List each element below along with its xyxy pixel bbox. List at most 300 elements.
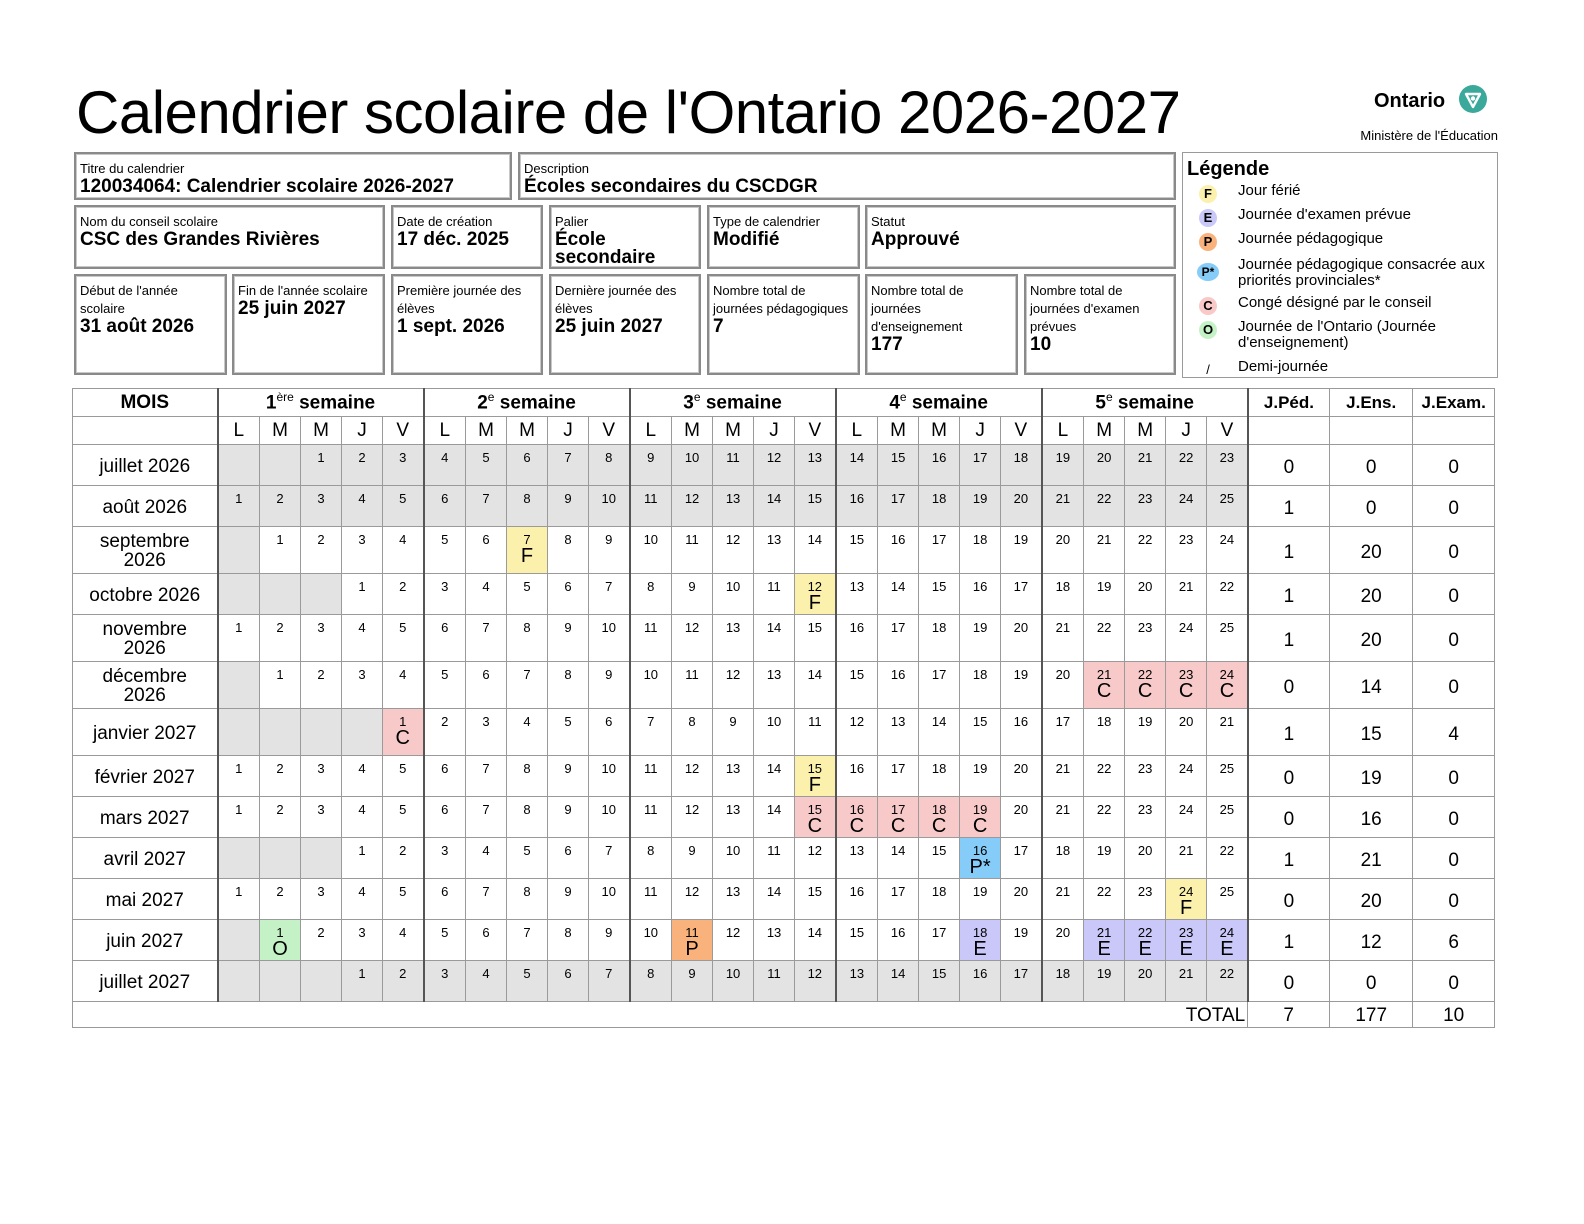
- day-number: 6: [605, 714, 613, 729]
- day-number: 1: [235, 884, 243, 899]
- day-number: 15: [890, 450, 906, 465]
- day-content: [507, 797, 547, 817]
- info-label: Palier: [555, 214, 589, 229]
- day-content: [466, 615, 506, 635]
- day-cell: [754, 709, 795, 756]
- day-number: 25: [1219, 620, 1235, 635]
- day-cell: [795, 662, 836, 709]
- day-number: 1: [235, 802, 243, 817]
- day-cell: [754, 486, 795, 527]
- day-number: 8: [688, 714, 696, 729]
- day-content: [631, 486, 672, 506]
- pd-days-total: 0: [1248, 445, 1330, 486]
- day-content: [631, 961, 672, 981]
- logo-wordmark: Ontario: [1374, 90, 1446, 112]
- day-content: [672, 797, 712, 817]
- day-content: [507, 486, 547, 506]
- day-cell: [836, 756, 878, 797]
- day-number: 19: [1013, 667, 1029, 682]
- day-cell: [383, 574, 424, 615]
- day-number: 12: [684, 802, 700, 817]
- day-cell: [836, 445, 878, 486]
- day-content: [425, 527, 466, 547]
- day-cell: [919, 797, 960, 838]
- day-content: [919, 797, 959, 835]
- day-content: [837, 527, 878, 547]
- day-number: 21: [1055, 761, 1071, 776]
- day-content: [713, 797, 753, 817]
- day-cell: [1042, 574, 1084, 615]
- day-content: [383, 445, 423, 465]
- day-cell: [1125, 527, 1166, 574]
- day-content: [383, 920, 423, 940]
- day-cell: [1166, 486, 1207, 527]
- day-number: 11: [767, 966, 781, 981]
- day-content: [878, 662, 918, 682]
- day-content: [1125, 574, 1165, 594]
- day-cell: [548, 961, 589, 1002]
- day-cell: [795, 838, 836, 879]
- day-cell: [1207, 756, 1248, 797]
- day-number: 21: [1178, 579, 1194, 594]
- day-content: [795, 709, 835, 729]
- day-number: 7: [605, 966, 613, 981]
- day-number: 17: [890, 884, 906, 899]
- day-cell: [424, 486, 466, 527]
- info-value: Écoles secondaires du CSCDGR: [524, 176, 818, 197]
- empty-day-cell: [260, 445, 301, 486]
- day-cell: [1042, 615, 1084, 662]
- month-name: février 2027: [73, 756, 218, 797]
- day-content: [548, 445, 588, 465]
- day-cell: [589, 920, 630, 961]
- day-content: [837, 838, 878, 858]
- day-cell: [342, 527, 383, 574]
- day-cell: [507, 709, 548, 756]
- day-number: 14: [807, 532, 823, 547]
- info-value: 10: [1030, 334, 1052, 355]
- week-header: [1042, 389, 1248, 417]
- day-content: [878, 797, 918, 835]
- day-cell: [1125, 838, 1166, 879]
- day-cell: [795, 445, 836, 486]
- day-content: [837, 879, 878, 899]
- day-cell: [548, 709, 589, 756]
- info-value: École secondaire: [555, 229, 656, 268]
- grand-total: 7: [1248, 1002, 1330, 1028]
- day-number: 24: [1178, 761, 1194, 776]
- day-content: [1001, 920, 1041, 940]
- week-suffix: ère: [276, 390, 294, 405]
- day-number: 5: [441, 925, 449, 940]
- day-cell: [589, 662, 630, 709]
- day-content: [1207, 756, 1247, 776]
- day-content: [1166, 527, 1206, 547]
- day-content: [795, 445, 835, 465]
- day-number: 18: [931, 761, 947, 776]
- info-value: 1 sept. 2026: [397, 316, 505, 337]
- last-student-day-box: [549, 274, 701, 375]
- weekday-letter: M: [878, 417, 919, 445]
- day-content: [301, 756, 341, 776]
- day-content: [425, 486, 466, 506]
- day-number: 22: [1096, 884, 1112, 899]
- day-cell: [589, 797, 630, 838]
- day-content: [960, 838, 1000, 876]
- day-cell: [1125, 662, 1166, 709]
- day-number: 25: [1219, 491, 1235, 506]
- day-content: [919, 920, 959, 940]
- day-cell: [878, 838, 919, 879]
- day-cell: [383, 838, 424, 879]
- exam-days-total: 0: [1413, 756, 1495, 797]
- day-code: C: [1137, 680, 1153, 702]
- day-number: 4: [482, 966, 490, 981]
- day-content: [1084, 961, 1124, 981]
- day-content: [1001, 527, 1041, 547]
- day-cell: [1084, 662, 1125, 709]
- day-cell: [466, 445, 507, 486]
- day-cell: [1166, 527, 1207, 574]
- day-cell: [589, 838, 630, 879]
- day-content: [754, 662, 794, 682]
- day-cell: [1166, 445, 1207, 486]
- day-number: 14: [890, 966, 906, 981]
- day-cell: [1084, 527, 1125, 574]
- day-cell: [424, 527, 466, 574]
- day-number: 4: [358, 761, 366, 776]
- day-content: [713, 527, 753, 547]
- day-content: [919, 527, 959, 547]
- day-cell: [260, 486, 301, 527]
- day-cell: [754, 920, 795, 961]
- day-content: [754, 445, 794, 465]
- empty-day-cell: [342, 709, 383, 756]
- day-cell: [1001, 756, 1042, 797]
- day-cell: [1207, 527, 1248, 574]
- day-cell: [713, 527, 754, 574]
- day-number: 17: [1055, 714, 1071, 729]
- day-number: 7: [482, 620, 490, 635]
- day-number: 4: [358, 884, 366, 899]
- day-number: 6: [482, 925, 490, 940]
- month-name: juillet 2026: [73, 445, 218, 486]
- day-number: 9: [564, 884, 572, 899]
- pd-days-total: 1: [1248, 486, 1330, 527]
- day-code: P*: [969, 856, 991, 878]
- info-label: Type de calendrier: [713, 214, 820, 229]
- day-content: [631, 527, 672, 547]
- day-cell: [1166, 662, 1207, 709]
- day-number: 24: [1178, 491, 1194, 506]
- day-content: [672, 662, 712, 682]
- day-number: 12: [807, 966, 823, 981]
- day-cell: [1084, 756, 1125, 797]
- day-cell: [836, 709, 878, 756]
- day-number: 17: [931, 667, 947, 682]
- day-number: 18: [972, 925, 988, 940]
- day-cell: [795, 486, 836, 527]
- day-content: [548, 838, 588, 858]
- day-number: 2: [276, 802, 284, 817]
- pd-days-total: 1: [1248, 709, 1330, 756]
- day-number: 5: [441, 667, 449, 682]
- day-number: 23: [1137, 620, 1153, 635]
- day-content: [466, 879, 506, 899]
- day-number: 3: [358, 532, 366, 547]
- day-number: 23: [1219, 450, 1235, 465]
- day-cell: [218, 486, 260, 527]
- day-cell: [1125, 709, 1166, 756]
- day-number: 7: [482, 491, 490, 506]
- total-pd-days-box: [707, 274, 860, 375]
- day-cell: [466, 574, 507, 615]
- day-number: 20: [1137, 579, 1153, 594]
- day-cell: [754, 615, 795, 662]
- day-cell: [342, 879, 383, 920]
- day-content: [383, 662, 423, 682]
- day-cell: [754, 961, 795, 1002]
- day-content: [1166, 445, 1206, 465]
- week-suffix: e: [1105, 390, 1113, 405]
- month-name: août 2026: [73, 486, 218, 527]
- weekday-letter: J: [1166, 417, 1207, 445]
- day-number: 21: [1137, 450, 1153, 465]
- instruction-days-total: 16: [1330, 797, 1413, 838]
- calendar-type-box: [707, 205, 860, 269]
- day-number: 18: [1013, 450, 1029, 465]
- day-number: 23: [1137, 491, 1153, 506]
- day-number: 12: [684, 884, 700, 899]
- day-number: 4: [358, 491, 366, 506]
- day-cell: [507, 920, 548, 961]
- day-content: [260, 662, 300, 682]
- day-number: 11: [644, 620, 658, 635]
- day-content: [425, 797, 466, 817]
- day-number: 3: [317, 802, 325, 817]
- day-content: [960, 879, 1000, 899]
- day-content: [960, 615, 1000, 635]
- day-content: [795, 879, 835, 899]
- day-content: [754, 879, 794, 899]
- day-cell: [919, 879, 960, 920]
- day-cell: [260, 527, 301, 574]
- day-number: 11: [808, 714, 822, 729]
- day-number: 1: [317, 450, 325, 465]
- day-content: [919, 879, 959, 899]
- day-cell: [548, 879, 589, 920]
- day-content: [713, 709, 753, 729]
- day-number: 9: [729, 714, 737, 729]
- day-cell: [878, 920, 919, 961]
- day-number: 10: [643, 667, 659, 682]
- day-content: [425, 920, 466, 940]
- day-content: [795, 574, 835, 612]
- day-cell: [260, 756, 301, 797]
- day-content: [548, 797, 588, 817]
- day-number: 6: [441, 620, 449, 635]
- day-cell: [342, 662, 383, 709]
- day-cell: [301, 662, 342, 709]
- day-content: [589, 574, 629, 594]
- month-name: novembre 2026: [73, 615, 218, 662]
- day-number: 8: [647, 579, 655, 594]
- week-header: [218, 389, 424, 417]
- day-number: 16: [972, 579, 988, 594]
- day-content: [1001, 838, 1041, 858]
- pd-days-total: 0: [1248, 662, 1330, 709]
- day-code: C: [972, 815, 988, 837]
- day-cell: [466, 756, 507, 797]
- day-number: 3: [317, 761, 325, 776]
- day-number: 12: [807, 579, 823, 594]
- day-content: [631, 709, 672, 729]
- day-cell: [1125, 574, 1166, 615]
- info-label: Dernière journée des élèves: [555, 283, 677, 316]
- day-content: [878, 615, 918, 635]
- day-content: [589, 527, 629, 547]
- day-number: 17: [931, 925, 947, 940]
- day-number: 13: [725, 491, 741, 506]
- month-name: juillet 2027: [73, 961, 218, 1002]
- day-cell: [960, 920, 1001, 961]
- day-number: 20: [1055, 925, 1071, 940]
- day-content: [507, 920, 547, 940]
- week-word: semaine: [705, 392, 782, 414]
- day-cell: [383, 797, 424, 838]
- day-number: 7: [482, 802, 490, 817]
- day-number: 19: [1096, 843, 1112, 858]
- day-cell: [1042, 838, 1084, 879]
- pd-days-total: 1: [1248, 574, 1330, 615]
- day-content: [260, 527, 300, 547]
- day-number: 21: [1219, 714, 1235, 729]
- day-content: [919, 756, 959, 776]
- day-content: [548, 920, 588, 940]
- day-cell: [919, 709, 960, 756]
- day-content: [1001, 486, 1041, 506]
- day-content: [466, 574, 506, 594]
- day-number: 10: [725, 579, 741, 594]
- day-number: 13: [725, 884, 741, 899]
- exam-days-total: 0: [1413, 879, 1495, 920]
- info-label: Statut: [871, 214, 905, 229]
- day-cell: [507, 961, 548, 1002]
- legend: [1182, 152, 1498, 378]
- day-content: [425, 756, 466, 776]
- week-header: [630, 389, 836, 417]
- day-content: [1125, 756, 1165, 776]
- day-content: [795, 662, 835, 682]
- day-cell: [383, 961, 424, 1002]
- exam-days-total: 0: [1413, 486, 1495, 527]
- day-cell: [424, 961, 466, 1002]
- day-cell: [878, 486, 919, 527]
- day-content: [548, 961, 588, 981]
- day-content: [1207, 879, 1247, 899]
- day-content: [589, 756, 629, 776]
- day-number: 5: [482, 450, 490, 465]
- day-content: [301, 920, 341, 940]
- day-number: 21: [1178, 966, 1194, 981]
- day-number: 24: [1219, 925, 1235, 940]
- exam-days-total: 0: [1413, 797, 1495, 838]
- day-content: [960, 961, 1000, 981]
- day-content: [466, 527, 506, 547]
- instruction-days-total: 0: [1330, 961, 1413, 1002]
- day-cell: [919, 756, 960, 797]
- day-code: E: [1097, 938, 1111, 960]
- day-number: 1: [399, 714, 407, 729]
- legend-code: P*: [1197, 263, 1219, 281]
- day-cell: [1207, 662, 1248, 709]
- day-cell: [383, 615, 424, 662]
- day-content: [713, 662, 753, 682]
- day-content: [507, 709, 547, 729]
- day-number: 7: [482, 884, 490, 899]
- day-content: [383, 756, 423, 776]
- day-content: [960, 797, 1000, 835]
- day-cell: [836, 879, 878, 920]
- day-number: 20: [1013, 884, 1029, 899]
- day-number: 4: [523, 714, 531, 729]
- day-number: 13: [849, 843, 865, 858]
- day-cell: [1207, 879, 1248, 920]
- day-number: 16: [890, 925, 906, 940]
- day-content: [466, 797, 506, 817]
- day-content: [1043, 797, 1084, 817]
- day-content: [919, 615, 959, 635]
- day-content: [631, 797, 672, 817]
- info-label: Date de création: [397, 214, 493, 229]
- day-content: [1043, 920, 1084, 940]
- day-content: [1207, 709, 1247, 729]
- day-cell: [754, 838, 795, 879]
- day-content: [1125, 662, 1165, 700]
- day-content: [754, 527, 794, 547]
- day-cell: [466, 662, 507, 709]
- day-content: [754, 756, 794, 776]
- day-number: 21: [1055, 884, 1071, 899]
- day-cell: [713, 920, 754, 961]
- day-number: 23: [1137, 884, 1153, 899]
- day-cell: [1125, 879, 1166, 920]
- day-number: 13: [766, 925, 782, 940]
- day-content: [301, 527, 341, 547]
- day-content: [754, 709, 794, 729]
- day-number: 8: [523, 491, 531, 506]
- day-number: 2: [317, 532, 325, 547]
- day-cell: [795, 527, 836, 574]
- weekday-letter: M: [672, 417, 713, 445]
- weekday-letter: V: [1001, 417, 1042, 445]
- day-number: 22: [1096, 802, 1112, 817]
- day-number: 22: [1096, 761, 1112, 776]
- day-content: [1084, 756, 1124, 776]
- day-content: [342, 615, 382, 635]
- day-cell: [878, 961, 919, 1002]
- month-header-blank: [73, 417, 218, 445]
- day-cell: [960, 838, 1001, 879]
- day-content: [507, 527, 547, 565]
- day-content: [1084, 486, 1124, 506]
- day-cell: [878, 879, 919, 920]
- day-cell: [466, 797, 507, 838]
- day-content: [672, 527, 712, 547]
- day-content: [919, 574, 959, 594]
- calendar-table: [72, 388, 1495, 1028]
- legend-code: /: [1206, 362, 1210, 377]
